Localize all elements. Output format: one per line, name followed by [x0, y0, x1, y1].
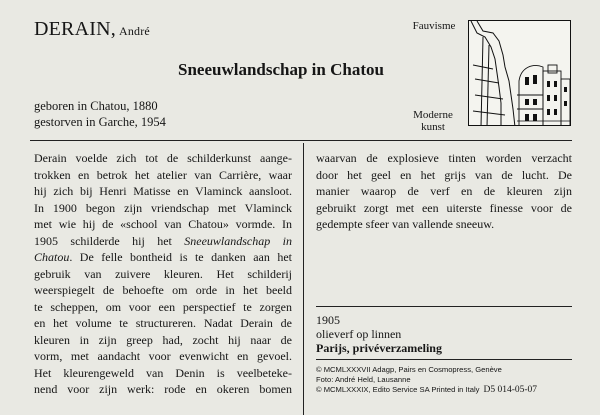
italic-title: Chatou	[34, 250, 70, 264]
artist-name	[34, 18, 150, 41]
details-divider-bottom	[316, 359, 572, 360]
text-line: te scheppen, om voor een perspectief te zorgen	[34, 299, 292, 314]
artwork-details	[316, 313, 442, 355]
text-line	[34, 233, 292, 250]
artwork-medium: olieverf op linnen	[316, 327, 402, 341]
movement-label: Fauvisme	[412, 20, 456, 32]
artwork-collection: Parijs, privéverzameling	[316, 341, 442, 355]
modernist-building-icon	[468, 20, 571, 126]
text-line: waarvan de explosieve tinten worden verzacht	[316, 151, 572, 165]
copyright-credits	[316, 365, 537, 395]
text-line: Derain voelde zich tot de schilderkunst aange-	[34, 151, 292, 165]
text-line: en het volume te structureren. Nadat Derain de	[34, 316, 292, 330]
text-line: door het geel en het grijs van de lucht. De	[316, 167, 572, 182]
category-line-1: Moderne	[413, 109, 453, 121]
artist-firstname: André	[118, 24, 150, 38]
credit-line-3	[316, 385, 537, 395]
category-label	[398, 109, 468, 133]
text-line: manier waarop de verf en de kleuren zijn	[316, 184, 572, 198]
text-line: met wie hij de «school van Chatou» vormde. In	[34, 217, 292, 231]
painting-title: Sneeuwlandschap in Chatou	[178, 60, 384, 79]
text-line: nend voor zijn werk: rode en okeren bomen	[34, 382, 292, 396]
text-line: gedempte sfeer van vallende sneeuw.	[316, 217, 495, 231]
card-code: D5 014-05-07	[483, 385, 538, 395]
text-line: vorm, met aandacht voor evenwicht en gevoel.	[34, 349, 292, 363]
credit-publisher: © MCMLXXXIX, Edito Service SA Printed in Italy	[316, 385, 480, 394]
text-fragment: . De felle bontheid is te danken aan het	[69, 250, 292, 264]
details-divider-top	[316, 306, 572, 307]
died-line: gestorven in Garche, 1954	[34, 115, 166, 129]
text-line	[34, 249, 292, 266]
column-divider	[303, 143, 304, 415]
credit-line-1: © MCMLXXXVII Adagp, Pairs en Cosmopress, Genève	[316, 365, 502, 374]
text-line: kleuren in zijn greep had, zocht hij naar de	[34, 332, 292, 347]
description-left-column	[34, 150, 292, 398]
text-line: trokken en betrok het atelier van Carrière, waar	[34, 167, 292, 182]
text-fragment: 1905 schilderde hij het	[34, 233, 172, 248]
text-line: hij zich bij Henri Matisse en Vlaminck aansloot.	[34, 184, 292, 198]
artist-surname: DERAIN,	[34, 18, 116, 40]
text-line: Het kleurengeweld van Denin is veelbeteke-	[34, 365, 292, 380]
header-divider	[30, 140, 572, 141]
building-drawing	[469, 21, 571, 126]
text-line: In 1900 begon zijn vriendschap met Vlaminck	[34, 200, 292, 215]
artist-bio-dates	[34, 98, 166, 130]
text-line: gebruikt zorgt met een uiterste finesse voor de	[316, 200, 572, 215]
artwork-year: 1905	[316, 313, 340, 327]
text-line: weerspiegelt de behoefte om orde in het beeld	[34, 283, 292, 297]
text-line: gebruik van zuivere kleuren. Het schilderij	[34, 266, 292, 281]
italic-title: Sneeuwlandschap in	[184, 233, 292, 248]
credit-line-2: Foto: André Held, Lausanne	[316, 375, 411, 384]
born-line: geboren in Chatou, 1880	[34, 99, 158, 113]
category-line-2: kunst	[421, 121, 445, 133]
description-right-column	[316, 150, 572, 233]
